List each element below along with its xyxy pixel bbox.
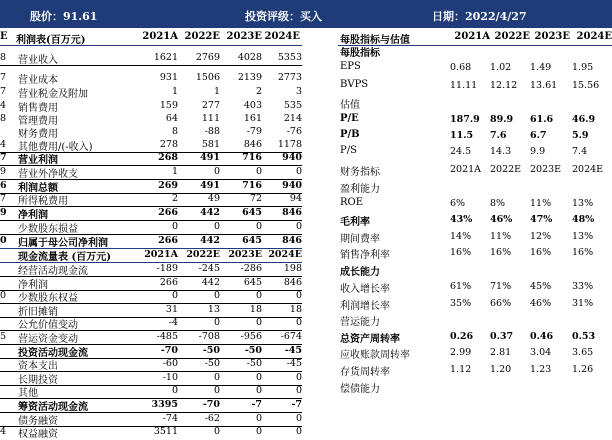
- cell-value: 18: [289, 303, 302, 315]
- cell-value: 14.3: [490, 146, 512, 157]
- row-label: 应收账款周转率: [340, 350, 410, 361]
- table-row: [0, 220, 302, 235]
- cell-value: 2023E: [530, 164, 562, 175]
- table-row: [338, 380, 612, 394]
- row-label: 存货周转率: [340, 367, 390, 378]
- cell-value: 2.81: [490, 347, 512, 358]
- row-label: 权益融资: [18, 429, 58, 440]
- cell-value: 716: [242, 180, 262, 191]
- table-row: [0, 125, 302, 139]
- cell-value: 46.9: [572, 114, 596, 125]
- cell-value: 2024E: [572, 164, 604, 175]
- cell-value: 0: [295, 290, 302, 302]
- cell-value: 13%: [572, 231, 594, 242]
- table-row: [338, 330, 612, 344]
- cell-value: 266: [159, 276, 178, 288]
- cell-value: 0: [255, 371, 262, 383]
- edge-char: E: [0, 31, 8, 42]
- cell-value: -286: [240, 263, 262, 274]
- cell-value: 645: [242, 235, 262, 246]
- year-col: 2021A: [142, 31, 178, 42]
- cell-value: 71%: [490, 281, 512, 292]
- cell-value: 2139: [237, 72, 262, 83]
- cell-value: 89.9: [490, 114, 514, 125]
- cell-value: -50: [244, 344, 262, 356]
- row-label: 营业税金及附加: [18, 89, 88, 100]
- cell-value: 0: [255, 426, 262, 438]
- cell-value: 2: [255, 86, 262, 97]
- cell-value: 266: [158, 235, 178, 246]
- cell-value: 6.7: [530, 130, 547, 141]
- cell-value: 0: [213, 371, 220, 383]
- cell-value: 7.4: [572, 146, 588, 157]
- row-label: P/B: [340, 129, 360, 140]
- edge-digit: 0: [0, 235, 7, 246]
- cell-value: 0: [295, 385, 302, 397]
- cell-value: 0: [171, 221, 178, 232]
- cell-value: 0: [255, 317, 262, 329]
- table-row: [338, 145, 612, 159]
- cell-value: 94: [289, 193, 302, 204]
- cell-value: 4028: [237, 52, 262, 63]
- row-label: 成长能力: [340, 267, 380, 278]
- cell-value: 159: [159, 100, 178, 111]
- cell-value: 0: [213, 426, 220, 438]
- cell-value: 2769: [195, 52, 220, 63]
- cell-value: 645: [243, 276, 262, 288]
- row-label: ROE: [340, 197, 364, 208]
- row-label: 期间费率: [340, 234, 380, 245]
- cell-value: 1.23: [530, 364, 552, 375]
- cell-value: 266: [158, 207, 178, 218]
- year-col: 2024E: [268, 249, 302, 260]
- cell-value: 3.65: [572, 347, 594, 358]
- row-label: 资本支出: [18, 361, 58, 373]
- cell-value: 846: [243, 139, 262, 150]
- cell-value: 49: [207, 193, 220, 204]
- row-label: 长期投资: [18, 374, 58, 386]
- cell-value: 48%: [572, 214, 595, 225]
- cell-value: 0: [255, 290, 262, 302]
- table-row: [0, 151, 302, 166]
- cell-value: 35%: [450, 298, 472, 309]
- cell-value: 1506: [195, 72, 220, 83]
- cell-value: 13: [207, 303, 220, 315]
- edge-digit: 7: [0, 152, 7, 163]
- row-label: 其他费用/(-收入): [18, 142, 93, 153]
- cell-value: 45%: [530, 281, 552, 292]
- cell-value: 6%: [450, 198, 466, 209]
- edge-digit: 4: [0, 139, 7, 150]
- cell-value: 3: [295, 86, 302, 97]
- valuation-title: 每股指标与估值: [340, 35, 410, 46]
- cell-value: -79: [246, 126, 262, 137]
- row-label: 销售费用: [18, 103, 58, 114]
- cell-value: 0.53: [572, 331, 596, 342]
- cell-value: 16%: [450, 247, 472, 258]
- table-row: [338, 79, 612, 93]
- edge-digit: 9: [0, 207, 7, 218]
- cell-value: 11%: [490, 231, 512, 242]
- cell-value: -10: [162, 371, 178, 383]
- cell-value: 940: [282, 180, 302, 191]
- row-label: 债务融资: [18, 415, 58, 427]
- cell-value: 931: [159, 72, 178, 83]
- edge-digit: 6: [0, 180, 7, 191]
- table-row: [338, 213, 612, 227]
- cell-value: 2022E: [490, 164, 522, 175]
- year-col: 2024E: [576, 31, 612, 42]
- cell-value: -62: [204, 412, 220, 424]
- cell-value: 31: [165, 303, 178, 315]
- row-label: 营业成本: [18, 75, 58, 86]
- cell-value: 581: [201, 139, 220, 150]
- cell-value: 0.46: [530, 331, 554, 342]
- cell-value: 2773: [277, 72, 302, 83]
- table-row: [338, 96, 612, 110]
- row-label: 经营活动现金流: [18, 266, 88, 277]
- edge-digit: 9: [0, 166, 7, 177]
- year-col: 2022E: [184, 31, 220, 42]
- cell-value: 66%: [490, 298, 512, 309]
- table-row: [338, 129, 612, 143]
- cell-value: 5.9: [572, 130, 589, 141]
- investment-rating: 投资评级：买入: [245, 10, 322, 23]
- cell-value: 846: [283, 276, 302, 288]
- cell-value: 491: [200, 152, 220, 163]
- cell-value: -50: [246, 358, 262, 370]
- cell-value: 11.11: [450, 80, 478, 91]
- cell-value: 187.9: [450, 114, 480, 125]
- cell-value: 0: [213, 385, 220, 397]
- cell-value: 0: [295, 412, 302, 424]
- cell-value: 15.56: [572, 80, 600, 91]
- cell-value: 403: [243, 100, 262, 111]
- row-label: 毛利率: [340, 217, 370, 228]
- cell-value: 0.37: [490, 331, 514, 342]
- cell-value: 7.6: [490, 130, 507, 141]
- cell-value: 12%: [530, 231, 552, 242]
- cell-value: 0: [295, 371, 302, 383]
- cell-value: 1621: [153, 52, 178, 63]
- row-label: 其他: [18, 388, 38, 400]
- cell-value: 1.49: [530, 62, 552, 73]
- row-label: P/E: [340, 113, 359, 124]
- cell-value: 0: [213, 221, 220, 232]
- cell-value: 13.61: [530, 80, 558, 91]
- cell-value: 0: [213, 290, 220, 302]
- row-label: 净利润: [18, 279, 48, 291]
- cell-value: 11.5: [450, 130, 474, 141]
- table-row: [0, 71, 302, 85]
- year-col: 2023E: [228, 249, 262, 260]
- cell-value: 13%: [572, 198, 594, 209]
- cell-value: 16%: [572, 247, 594, 258]
- row-label: 公允价值变动: [18, 320, 78, 332]
- cell-value: 0: [171, 290, 178, 302]
- cell-value: 0: [295, 221, 302, 232]
- cell-value: 198: [283, 263, 302, 274]
- table-row: [338, 113, 612, 127]
- cell-value: 5353: [277, 52, 302, 63]
- header-bar: [0, 0, 612, 28]
- cell-value: 12.12: [490, 80, 518, 91]
- row-label: 投资活动现金流: [18, 347, 88, 359]
- row-label: 利润总额: [18, 183, 58, 194]
- cell-value: 1.12: [450, 364, 472, 375]
- cashflow-title: 现金流量表 (百万元): [18, 252, 111, 263]
- cell-value: -4: [168, 317, 178, 329]
- table-row: [338, 197, 612, 211]
- row-label: 总资产周转率: [340, 334, 400, 345]
- cell-value: 491: [200, 180, 220, 191]
- table-row: [338, 346, 612, 360]
- cell-value: 111: [201, 113, 220, 124]
- cell-value: -50: [204, 358, 220, 370]
- table-row: [338, 246, 612, 260]
- cell-value: -189: [156, 263, 178, 274]
- cell-value: 1: [171, 86, 178, 97]
- cell-value: 0: [295, 166, 302, 177]
- cell-value: -70: [202, 399, 220, 410]
- cell-value: 277: [201, 100, 220, 111]
- row-label: 折旧摊销: [18, 306, 58, 318]
- cell-value: -708: [198, 331, 220, 342]
- cell-value: 0: [171, 385, 178, 397]
- row-label: 归属于母公司净利润: [18, 238, 108, 249]
- year-col: 2021A: [454, 31, 490, 42]
- edge-digit: 8: [0, 113, 7, 124]
- table-row: [338, 263, 612, 277]
- cell-value: 716: [242, 152, 262, 163]
- row-label: 财务指标: [340, 167, 380, 178]
- table-row: [0, 112, 302, 126]
- cell-value: -7: [291, 399, 302, 410]
- cell-value: 535: [283, 100, 302, 111]
- cell-value: 1178: [277, 139, 302, 150]
- table-row: [0, 85, 302, 99]
- table-row: [338, 61, 612, 75]
- cell-value: 0: [255, 385, 262, 397]
- cell-value: -74: [162, 412, 178, 424]
- cell-value: 72: [249, 193, 262, 204]
- cell-value: 61%: [450, 281, 472, 292]
- cell-value: 43%: [450, 214, 473, 225]
- cell-value: 31%: [572, 298, 594, 309]
- row-label: 营运资金变动: [18, 334, 78, 345]
- cell-value: 442: [201, 276, 220, 288]
- cell-value: 278: [159, 139, 178, 150]
- cell-value: 2.99: [450, 347, 472, 358]
- cell-value: 1.20: [490, 364, 512, 375]
- cell-value: -76: [286, 126, 302, 137]
- cell-value: 3395: [151, 399, 178, 410]
- cell-value: -60: [162, 358, 178, 370]
- row-label: 每股指标: [340, 48, 380, 59]
- row-label: 少数股东损益: [18, 224, 78, 235]
- cell-value: 16%: [490, 247, 512, 258]
- cell-value: 3511: [153, 426, 178, 438]
- edge-digit: 0: [0, 290, 7, 302]
- cell-value: 14%: [450, 231, 472, 242]
- year-col: 2021A: [144, 249, 178, 260]
- edge-digit: 5: [0, 331, 7, 342]
- table-row: [338, 297, 612, 311]
- report-date: 日期：2022/4/27: [432, 10, 527, 23]
- income-statement-title: 利润表(百万元): [16, 35, 86, 46]
- table-row: [338, 230, 612, 244]
- cashflow-header: [0, 248, 302, 263]
- cell-value: 1: [171, 166, 178, 177]
- cell-value: -70: [160, 344, 178, 356]
- row-label: 估值: [340, 100, 360, 111]
- stock-price: 股价：91.61: [30, 10, 98, 23]
- cell-value: 18: [249, 303, 262, 315]
- row-label: 少数股东权益: [18, 293, 78, 305]
- income-statement-header: [0, 29, 302, 46]
- table-row: [0, 165, 302, 180]
- cell-value: 0: [213, 317, 220, 329]
- year-col: 2022E: [494, 31, 530, 42]
- row-label: 收入增长率: [340, 284, 390, 295]
- cell-value: -674: [280, 331, 302, 342]
- edge-digit: 7: [0, 72, 7, 83]
- cell-value: 268: [158, 152, 178, 163]
- year-col: 2023E: [226, 31, 262, 42]
- edge-digit: 4: [0, 426, 7, 438]
- row-label: EPS: [340, 61, 361, 72]
- row-label: BVPS: [340, 79, 369, 90]
- cell-value: -245: [198, 263, 220, 274]
- table-row: [0, 234, 302, 249]
- table-row: [0, 192, 302, 207]
- cell-value: -956: [240, 331, 262, 342]
- row-label: 净利润: [18, 210, 48, 221]
- cell-value: -88: [204, 126, 220, 137]
- cell-value: 16%: [530, 247, 552, 258]
- year-col: 2023E: [534, 31, 570, 42]
- table-row: [0, 425, 302, 439]
- cell-value: 8: [171, 126, 178, 137]
- cell-value: 442: [200, 235, 220, 246]
- cell-value: 161: [243, 113, 262, 124]
- cell-value: 0: [255, 221, 262, 232]
- table-row: [0, 206, 302, 221]
- row-label: P/S: [340, 145, 357, 156]
- cell-value: 442: [200, 207, 220, 218]
- cell-value: 9.9: [530, 146, 546, 157]
- cell-value: 0: [295, 426, 302, 438]
- table-row: [338, 363, 612, 377]
- cell-value: -485: [156, 331, 178, 342]
- cell-value: -7: [251, 399, 262, 410]
- cell-value: 3.04: [530, 347, 552, 358]
- cell-value: 11%: [530, 198, 552, 209]
- cell-value: 0: [255, 166, 262, 177]
- cell-value: -45: [286, 358, 302, 370]
- row-label: 盈利能力: [340, 184, 380, 195]
- row-label: 营运能力: [340, 317, 380, 328]
- row-label: 财务费用: [18, 129, 58, 140]
- table-row: [0, 51, 302, 66]
- cell-value: 61.6: [530, 114, 554, 125]
- cell-value: 940: [282, 152, 302, 163]
- year-col: 2024E: [264, 31, 300, 42]
- cell-value: 0: [295, 317, 302, 329]
- table-row: [0, 99, 302, 113]
- cell-value: 0.68: [450, 62, 472, 73]
- row-label: 利润增长率: [340, 301, 390, 312]
- edge-digit: 8: [0, 52, 7, 63]
- cell-value: 1.26: [572, 364, 594, 375]
- edge-digit: 7: [0, 193, 7, 204]
- table-row: [338, 313, 612, 327]
- row-label: 筹资活动现金流: [18, 402, 88, 413]
- edge-digit: 4: [0, 100, 7, 111]
- cell-value: 269: [158, 180, 178, 191]
- cell-value: -45: [284, 344, 302, 356]
- cell-value: 645: [242, 207, 262, 218]
- cell-value: 1.02: [490, 62, 512, 73]
- cell-value: 214: [283, 113, 302, 124]
- cell-value: 846: [282, 235, 302, 246]
- cell-value: 846: [282, 207, 302, 218]
- cell-value: 0.26: [450, 331, 474, 342]
- cell-value: 8%: [490, 198, 506, 209]
- row-label: 营业外净收支: [18, 169, 78, 180]
- row-label: 营业收入: [18, 55, 58, 66]
- table-row: [338, 180, 612, 194]
- cell-value: 0: [213, 166, 220, 177]
- row-label: 销售净利率: [340, 250, 390, 261]
- table-row: [338, 163, 612, 177]
- table-row: [338, 280, 612, 294]
- cell-value: 1: [213, 86, 220, 97]
- cell-value: 47%: [530, 214, 553, 225]
- year-col: 2022E: [186, 249, 220, 260]
- cell-value: 24.5: [450, 146, 472, 157]
- row-label: 偿债能力: [340, 384, 380, 395]
- row-label: 管理费用: [18, 116, 58, 127]
- edge-digit: 7: [0, 86, 7, 97]
- cell-value: 2021A: [450, 164, 482, 175]
- cell-value: 46%: [490, 214, 513, 225]
- table-row: [338, 44, 612, 58]
- row-label: 所得税费用: [18, 196, 68, 207]
- cell-value: 64: [165, 113, 178, 124]
- cell-value: 46%: [530, 298, 552, 309]
- cell-value: 0: [255, 412, 262, 424]
- cell-value: -50: [202, 344, 220, 356]
- cell-value: 2: [171, 193, 178, 204]
- row-label: 营业利润: [18, 155, 58, 166]
- cell-value: 1.95: [572, 62, 594, 73]
- cell-value: 33%: [572, 281, 594, 292]
